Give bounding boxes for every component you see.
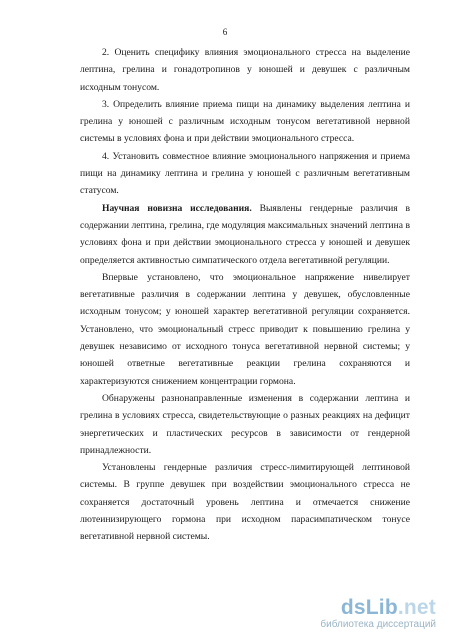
paragraph-first-established: Впервые установлено, что эмоциональное напряжение нивелирует вегетативные различия в содержании лептина у девушек, обусловленные исходным тонусом; у юношей характер вегетативной регуляции сохраняется. Установлено, что эмоциональный стресс приводит к повышению грелина у девушек независимо от исходного тонуса вегетативной нервной системы; у юношей ответные вегетативные реакции грелина сохраняются и характеризуются снижением концентрации гормона. [80,271,410,387]
novelty-heading: Научная новизна исследования. [102,202,252,214]
dslib-watermark [296,597,436,631]
paragraph-gender-differences: Установлены гендерные различия стресс-лимитирующей лептиновой системы. В группе девушек при воздействии эмоционального стресса не сохраняется достаточный уровень лептина и отмечается снижение лютеинизирующего гормона при исходном парасимпатическом тонусе вегетативной нервной системы. [80,462,410,543]
dslib-logo [296,597,436,619]
page-number: 6 [222,27,228,37]
logo-text-main: dsLib [340,596,398,619]
watermark-subtitle: библиотека диссертаций [320,619,436,630]
paragraph-task-3: 3. Определить влияние приема пищи на динамику выделения лептина и грелина у юношей с различным исходным тонусом вегетативной нервной системы в условиях фона и при действии эмоционального стресса. [80,98,410,145]
logo-text-domain: .net [397,596,436,619]
paragraph-discovered: Обнаружены разнонаправленные изменения в содержании лептина и грелина в условиях стресса, свидетельствующие о разных реакциях на дефицит энергетических и пластических ресурсов в зависимости от гендерной принадлежности. [80,392,410,456]
paragraph-task-4: 4. Установить совместное влияние эмоционального напряжения и приема пищи на динамику лептина и грелина у юношей с различным вегетативным статусом. [80,150,410,197]
paragraph-novelty [80,200,410,269]
novelty-text: Выявлены гендерные различия в содержании лептина, грелина, где модуляция максимальных значений лептина в условиях фона и при действии эмоционального стресса у юношей и девушек определяется активностью симпатического отдела вегетативной регуляции. [80,202,410,266]
document-body [80,44,410,546]
paragraph-task-2: 2. Оценить специфику влияния эмоционального стресса на выделение лептина, грелина и гонадотропинов у юношей и девушек с различным исходным тонусом. [80,47,410,93]
